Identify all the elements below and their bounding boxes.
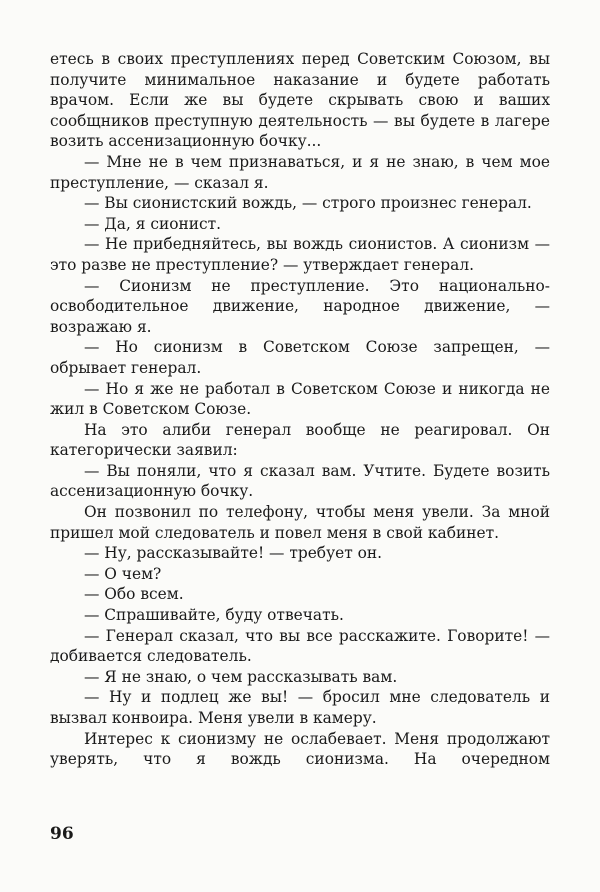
paragraph-12: — Ну, рассказывайте! — требует он.	[84, 544, 383, 563]
paragraph-13: — О чем?	[84, 564, 162, 583]
paragraph-7: — Но сионизм в Советском Союзе запрещен, — обрывает генерал.	[50, 338, 550, 377]
paragraph-10: — Вы поняли, что я сказал вам. Учтите. Будете возить ассенизационную бочку.	[50, 461, 550, 501]
paragraph-11: Он позвонил по телефону, чтобы меня увели. За мной пришел мой следователь и повел меня в свой кабинет.	[50, 503, 550, 542]
page-number: 96	[50, 824, 74, 844]
paragraph-8: — Но я же не работал в Советском Союзе и никогда не жил в Советском Союзе.	[50, 379, 550, 419]
paragraph-4: — Да, я сионист.	[84, 214, 222, 233]
paragraph-2: — Мне не в чем признаваться, и я не знаю, в чем мое преступление, — сказал я.	[50, 152, 550, 192]
paragraph-9: На это алиби генерал вообще не реагировал. Он категорически заявил:	[50, 420, 550, 460]
paragraph-18: — Ну и подлец же вы! — бросил мне следователь и вызвал конвоира. Меня увели в камеру.	[50, 688, 550, 727]
paragraph-17: — Я не знаю, о чем рассказывать вам.	[84, 667, 398, 686]
paragraph-6: — Сионизм не преступление. Это национально-освободительное движение, народное движение, — возражаю я.	[50, 276, 550, 336]
paragraph-19: Интерес к сионизму не ослабевает. Меня продолжают уверять, что я вождь сионизма. На очередном	[50, 729, 550, 769]
paragraph-1: етесь в своих преступлениях перед Советским Союзом, вы получите минимальное наказание и будете работать врачом. Если же вы будете скрывать свою и ваших сообщников преступную деятельность — вы будете в лагере возить ассенизационную бочку...	[50, 50, 550, 151]
paragraph-16: — Генерал сказал, что вы все расскажите. Говорите! — добивается следователь.	[50, 626, 550, 666]
paragraph-14: — Обо всем.	[84, 585, 184, 604]
paragraph-15: — Спрашивайте, буду отвечать.	[84, 606, 344, 625]
paragraph-5: — Не прибедняйтесь, вы вождь сионистов. А сионизм — это разве не преступление? — утверждает генерал.	[50, 235, 550, 274]
paragraph-3: — Вы сионистский вождь, — строго произнес генерал.	[84, 194, 532, 213]
body-text	[50, 49, 550, 770]
